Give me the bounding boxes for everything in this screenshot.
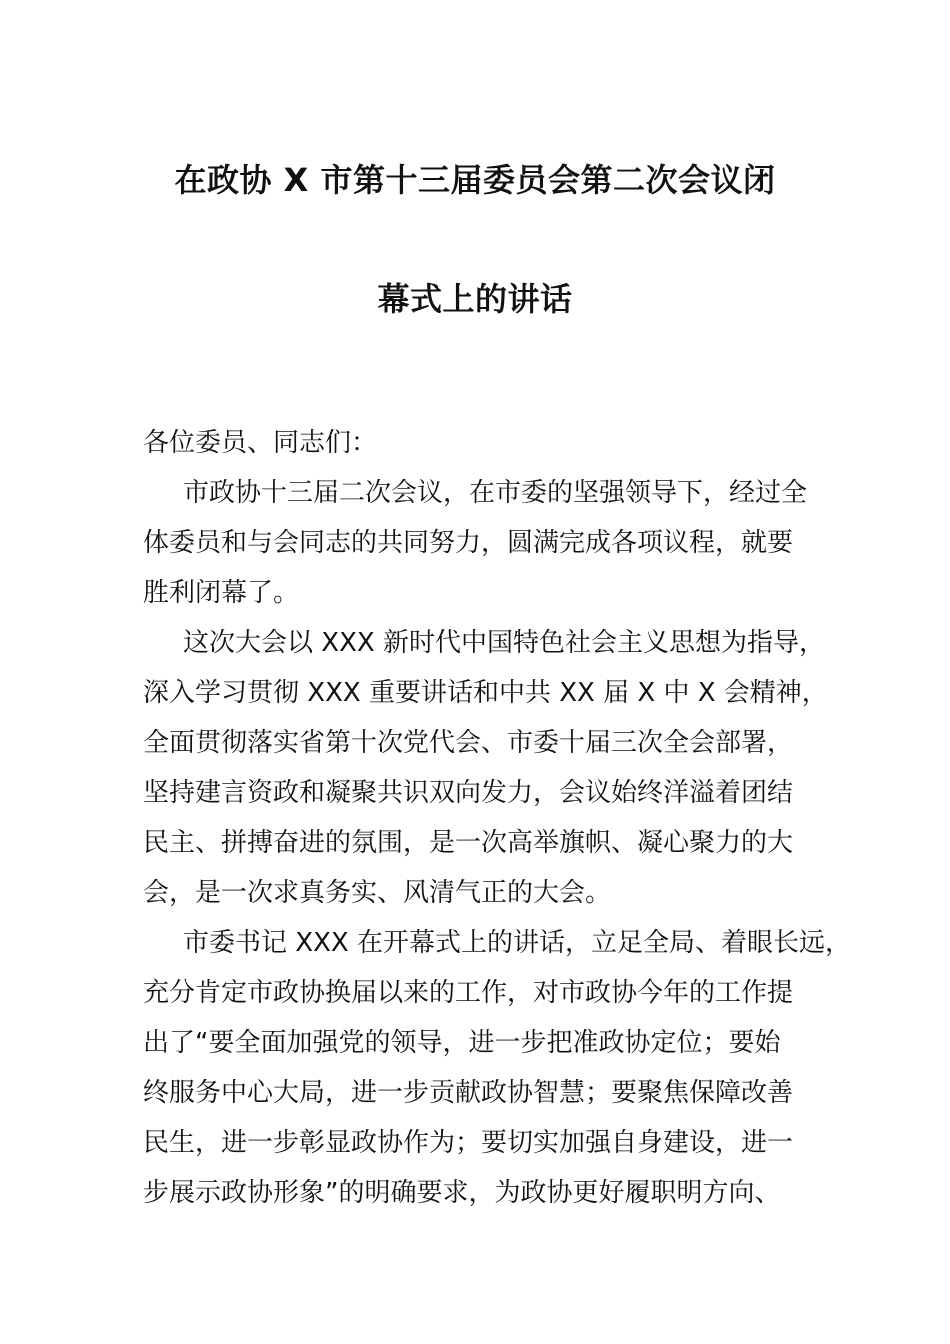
paragraph-2 bbox=[143, 618, 828, 918]
paragraph-line: 深入学习贯彻 XXX 重要讲话和中共 XX 届 X 中 X 会精神， bbox=[143, 678, 828, 708]
paragraph-line: 坚持建言资政和凝聚共识双向发力，会议始终洋溢着团结 bbox=[143, 778, 794, 808]
document-title-line-1: 在政协 X 市第十三届委员会第二次会议闭 bbox=[174, 161, 776, 199]
paragraph-line: 这次大会以 XXX 新时代中国特色社会主义思想为指导， bbox=[183, 628, 825, 658]
paragraph-1 bbox=[143, 468, 813, 618]
paragraph-line: 终服务中心大局，进一步贡献政协智慧；要聚焦保障改善 bbox=[143, 1078, 794, 1108]
paragraph-line: 胜利闭幕了。 bbox=[143, 578, 300, 608]
document-title-line-2: 幕式上的讲话 bbox=[377, 280, 573, 318]
paragraph-line: 市委书记 XXX 在开幕式上的讲话，立足全局、着眼长远， bbox=[183, 928, 851, 958]
paragraph-line: 民生，进一步彰显政协作为；要切实加强自身建设，进一 bbox=[143, 1128, 794, 1158]
paragraph-line: 充分肯定市政协换届以来的工作，对市政协今年的工作提 bbox=[143, 978, 794, 1008]
paragraph-line: 市政协十三届二次会议，在市委的坚强领导下，经过全 bbox=[183, 478, 808, 508]
paragraph-line: 步展示政协形象”的明确要求，为政协更好履职明方向、 bbox=[143, 1178, 781, 1208]
paragraph-line: 会，是一次求真务实、风清气正的大会。 bbox=[143, 878, 612, 908]
paragraph-line: 民主、拼搏奋进的氛围，是一次高举旗帜、凝心聚力的大 bbox=[143, 828, 794, 858]
salutation: 各位委员、同志们： bbox=[143, 428, 378, 458]
paragraph-line: 出了“要全面加强党的领导，进一步把准政协定位；要始 bbox=[143, 1028, 781, 1058]
paragraph-line: 体委员和与会同志的共同努力，圆满完成各项议程，就要 bbox=[143, 528, 794, 558]
paragraph-line: 全面贯彻落实省第十次党代会、市委十届三次全会部署， bbox=[143, 728, 794, 758]
paragraph-3 bbox=[143, 918, 851, 1218]
document-body bbox=[143, 418, 851, 1218]
